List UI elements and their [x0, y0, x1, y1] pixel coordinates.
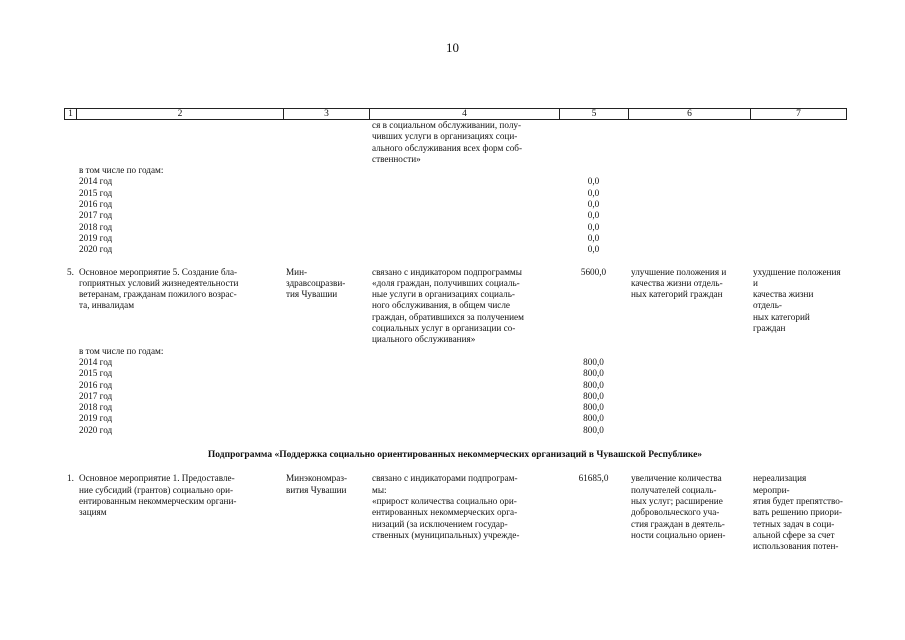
funding-amount: 5600,0	[580, 266, 607, 277]
text-line: ного обслуживания, в общем числе	[372, 300, 511, 311]
column-header: 7	[751, 109, 847, 120]
years-caption-row	[64, 165, 846, 176]
measure-name	[76, 473, 283, 552]
expected-result	[628, 473, 750, 552]
text-line: та, инвалидам	[79, 300, 135, 311]
text-line: ального обслуживания всех форм соб-	[372, 142, 523, 153]
year-value: 0,0	[587, 199, 600, 210]
year-label: 2015 год	[79, 187, 113, 198]
text-line: Мин-	[286, 266, 308, 277]
year-label: 2018 год	[79, 402, 113, 413]
text-line: тия Чувашии	[286, 289, 338, 300]
text-line: ные услуги в организациях социаль-	[372, 289, 515, 300]
year-row	[64, 425, 846, 436]
text-line: вать решению приори-	[753, 507, 842, 518]
year-row	[64, 176, 846, 187]
year-value: 800,0	[583, 413, 604, 424]
year-label: 2019 год	[79, 232, 113, 243]
text-line: вития Чувашии	[286, 484, 347, 495]
text-line: нереализация меропри-	[753, 473, 807, 495]
funding-amount: 61685,0	[578, 473, 609, 484]
text-line: ветеранам, гражданам пожилого возрас-	[79, 289, 237, 300]
year-row	[64, 210, 846, 221]
year-row	[64, 380, 846, 391]
year-value: 0,0	[587, 244, 600, 255]
subprogram-row	[64, 436, 846, 473]
text-line: ных услуг; расширение	[631, 495, 723, 506]
year-row	[64, 222, 846, 233]
year-value: 800,0	[583, 390, 604, 401]
measure-row	[64, 267, 846, 346]
text-line: Основное мероприятие 5. Создание бла-	[79, 266, 238, 277]
text-line: здравсоцразви-	[286, 277, 346, 288]
subprogram-title: Подпрограмма «Поддержка социально ориентированных некоммерческих организаций в Чувашской Республике»	[207, 450, 703, 461]
text-line: чивших услуги в организациях соци-	[372, 131, 518, 142]
non-implementation-consequence	[750, 473, 846, 552]
year-value: 800,0	[583, 368, 604, 379]
text-line: Минэкономраз-	[286, 473, 348, 484]
text-line: зациям	[79, 507, 107, 518]
measure-name	[76, 267, 283, 346]
year-row	[64, 368, 846, 379]
text-line: тетных задач в соци-	[753, 518, 835, 529]
year-row	[64, 233, 846, 244]
column-header: 6	[629, 109, 751, 120]
text-line: гоприятных условий жизнедеятельности	[79, 277, 239, 288]
responsible-executor	[283, 267, 369, 346]
years-caption: в том числе по годам:	[79, 345, 164, 356]
year-value: 0,0	[587, 176, 600, 187]
text-line: стия граждан в деятель-	[631, 518, 725, 529]
year-label: 2016 год	[79, 199, 113, 210]
non-implementation-consequence	[750, 267, 846, 346]
text-line: ных категорий граждан	[753, 311, 810, 334]
years-caption: в том числе по годам:	[79, 165, 164, 176]
year-label: 2014 год	[79, 176, 113, 187]
text-line: ственных (муниципальных) учрежде-	[372, 529, 520, 540]
text-line: мы:	[372, 484, 387, 495]
text-line: ственности»	[372, 153, 421, 164]
text-line: связано с индикаторами подпрограм-	[372, 473, 518, 484]
year-label: 2015 год	[79, 368, 113, 379]
text-line: ных категорий граждан	[631, 289, 723, 300]
year-label: 2018 год	[79, 221, 113, 232]
text-line: ентированных некоммерческих орга-	[372, 507, 518, 518]
year-row	[64, 188, 846, 199]
responsible-executor	[283, 473, 369, 552]
plan-table	[64, 108, 846, 552]
text-line: ятия будет препятство-	[753, 495, 843, 506]
measure-number: 5.	[67, 266, 74, 277]
text-line: циального обслуживания»	[372, 334, 476, 345]
text-line: низаций (за исключением государ-	[372, 518, 508, 529]
text-line: улучшение положения и	[631, 266, 727, 277]
year-label: 2020 год	[79, 424, 113, 435]
year-row	[64, 413, 846, 424]
column-header: 3	[284, 109, 370, 120]
year-value: 800,0	[583, 356, 604, 367]
text-line: связано с индикатором подпрограммы	[372, 266, 522, 277]
year-row	[64, 199, 846, 210]
indicator-text	[369, 473, 559, 552]
year-value: 800,0	[583, 379, 604, 390]
text-line: ентированным некоммерческим органи-	[79, 495, 237, 506]
year-value: 0,0	[587, 187, 600, 198]
continuation-row	[64, 120, 846, 165]
year-value: 0,0	[587, 210, 600, 221]
year-label: 2016 год	[79, 379, 113, 390]
indicator-text	[369, 120, 559, 165]
year-label: 2019 год	[79, 413, 113, 424]
text-line: увеличение количества	[631, 473, 722, 484]
year-label: 2014 год	[79, 356, 113, 367]
year-row	[64, 391, 846, 402]
year-row	[64, 244, 846, 255]
year-value: 800,0	[583, 424, 604, 435]
measure-number: 1.	[67, 473, 74, 484]
expected-result	[628, 267, 750, 346]
year-value: 0,0	[587, 232, 600, 243]
years-caption-row	[64, 346, 846, 357]
year-row	[64, 357, 846, 368]
text-line: ности социально ориен-	[631, 529, 726, 540]
text-line: Основное мероприятие 1. Предоставле-	[79, 473, 235, 484]
text-line: добровольческого уча-	[631, 507, 720, 518]
text-line: «доля граждан, получивших социаль-	[372, 277, 520, 288]
column-header: 5	[560, 109, 629, 120]
text-line: социальных услуг в организации со-	[372, 323, 516, 334]
year-value: 0,0	[587, 221, 600, 232]
year-value: 800,0	[583, 402, 604, 413]
text-line: получателей социаль-	[631, 484, 717, 495]
text-line: альной сфере за счет	[753, 529, 835, 540]
column-header: 1	[65, 109, 77, 120]
indicator-text	[369, 267, 559, 346]
measure-row	[64, 473, 846, 552]
text-line: ухудшение положения и	[753, 266, 841, 288]
column-header: 4	[370, 109, 560, 120]
plan-table-body	[64, 120, 846, 552]
column-header: 2	[77, 109, 284, 120]
column-header-row	[64, 108, 847, 120]
text-line: использования потен-	[753, 541, 839, 552]
text-line: «прирост количества социально ори-	[372, 495, 517, 506]
page-number: 10	[446, 40, 459, 55]
year-label: 2020 год	[79, 244, 113, 255]
text-line: граждан, обратившихся за получением	[372, 311, 524, 322]
text-line: качества жизни отдель-	[631, 277, 723, 288]
year-row	[64, 402, 846, 413]
text-line: ние субсидий (грантов) социально ори-	[79, 484, 234, 495]
year-label: 2017 год	[79, 210, 113, 221]
text-line: ся в социальном обслуживании, полу-	[372, 120, 522, 130]
text-line: качества жизни отдель-	[753, 289, 814, 311]
year-label: 2017 год	[79, 390, 113, 401]
